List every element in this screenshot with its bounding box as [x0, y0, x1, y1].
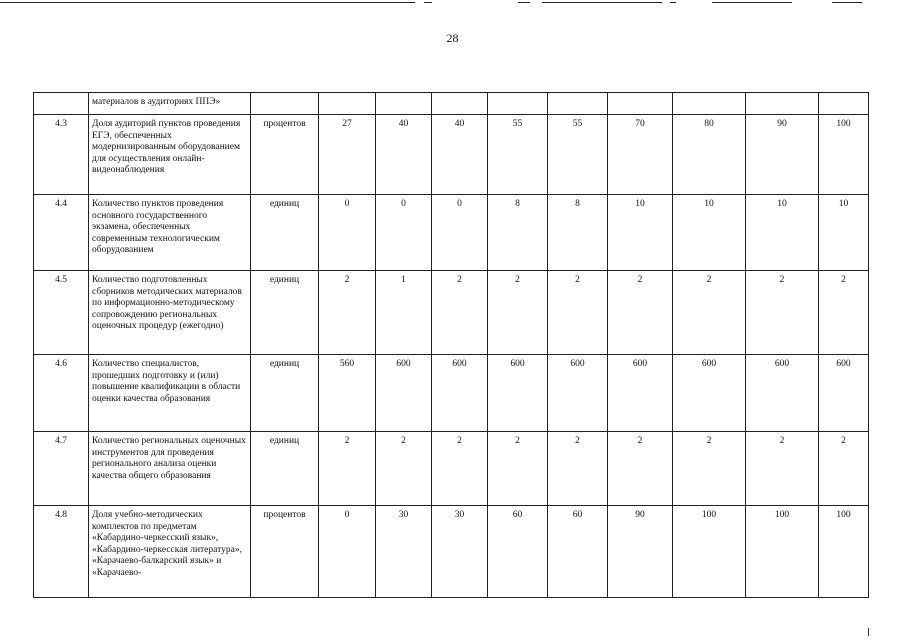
value-cell: 600 [548, 355, 608, 432]
value-cell [608, 93, 673, 115]
value-cell: 100 [819, 506, 869, 598]
unit-cell: единиц [251, 271, 319, 355]
value-cell: 600 [432, 355, 488, 432]
indicator-name: Количество региональных оценочных инструментов для проведения регионального анализа оценки качества общего образования [89, 432, 251, 506]
table-row [34, 271, 869, 355]
scan-artifact-line [542, 2, 662, 3]
value-cell: 560 [319, 355, 376, 432]
value-cell: 40 [376, 115, 432, 195]
value-cell: 2 [376, 432, 432, 506]
value-cell: 0 [319, 195, 376, 271]
value-cell: 2 [548, 432, 608, 506]
value-cell: 2 [746, 271, 819, 355]
table-row [34, 506, 869, 598]
scan-artifact-line [712, 2, 792, 3]
value-cell: 600 [819, 355, 869, 432]
value-cell: 60 [488, 506, 548, 598]
value-cell [432, 93, 488, 115]
value-cell: 0 [376, 195, 432, 271]
value-cell: 2 [319, 432, 376, 506]
value-cell: 30 [432, 506, 488, 598]
unit-cell: процентов [251, 115, 319, 195]
value-cell: 10 [819, 195, 869, 271]
value-cell: 55 [488, 115, 548, 195]
value-cell: 2 [488, 271, 548, 355]
value-cell: 2 [432, 432, 488, 506]
unit-cell: единиц [251, 195, 319, 271]
indicator-name: Количество специалистов, прошедших подготовку и (или) повышение квалификации в области оценки качества образования [89, 355, 251, 432]
value-cell: 2 [432, 271, 488, 355]
value-cell: 10 [746, 195, 819, 271]
indicator-name: Количество подготовленных сборников методических материалов по информационно-методическому сопровождению региональных оценочных процедур (ежегодно) [89, 271, 251, 355]
indicator-name: Количество пунктов проведения основного государственного экзамена, обеспеченных современным технологическим оборудованием [89, 195, 251, 271]
value-cell [673, 93, 746, 115]
value-cell: 30 [376, 506, 432, 598]
value-cell: 2 [488, 432, 548, 506]
value-cell: 60 [548, 506, 608, 598]
value-cell: 2 [319, 271, 376, 355]
table-row [34, 432, 869, 506]
value-cell: 70 [608, 115, 673, 195]
value-cell: 8 [548, 195, 608, 271]
value-cell: 40 [432, 115, 488, 195]
value-cell: 2 [819, 432, 869, 506]
value-cell: 90 [608, 506, 673, 598]
table-row [34, 93, 869, 115]
row-number: 4.6 [34, 355, 89, 432]
value-cell: 0 [319, 506, 376, 598]
row-number: 4.7 [34, 432, 89, 506]
value-cell: 600 [746, 355, 819, 432]
scan-artifact-line [424, 2, 432, 3]
unit-cell [251, 93, 319, 115]
value-cell: 2 [548, 271, 608, 355]
value-cell: 90 [746, 115, 819, 195]
row-number: 4.3 [34, 115, 89, 195]
value-cell: 2 [673, 271, 746, 355]
value-cell: 2 [673, 432, 746, 506]
table-row [34, 195, 869, 271]
unit-cell: единиц [251, 432, 319, 506]
value-cell: 10 [608, 195, 673, 271]
scan-artifact-mark [868, 628, 869, 636]
indicator-name: Доля учебно-методических комплектов по предметам «Кабардино-черкесский язык», «Кабардино-черкесская литература», «Карачаево-балкарский язык» и «Карачаево- [89, 506, 251, 598]
page-number: 28 [446, 31, 459, 45]
indicators-table [33, 92, 869, 598]
scan-artifact-line [0, 2, 415, 3]
value-cell: 1 [376, 271, 432, 355]
row-number [34, 93, 89, 115]
value-cell: 2 [819, 271, 869, 355]
value-cell [819, 93, 869, 115]
table-row [34, 115, 869, 195]
row-number: 4.8 [34, 506, 89, 598]
value-cell [319, 93, 376, 115]
value-cell: 2 [608, 271, 673, 355]
scan-artifact-line [518, 2, 530, 3]
indicator-name: материалов в аудиториях ППЭ» [89, 93, 251, 115]
value-cell: 55 [548, 115, 608, 195]
scan-artifact-line [670, 2, 676, 3]
value-cell [548, 93, 608, 115]
value-cell: 100 [819, 115, 869, 195]
unit-cell: процентов [251, 506, 319, 598]
value-cell: 600 [376, 355, 432, 432]
value-cell: 0 [432, 195, 488, 271]
value-cell: 2 [746, 432, 819, 506]
scan-artifact-line [832, 2, 862, 3]
value-cell: 600 [608, 355, 673, 432]
table-row [34, 355, 869, 432]
unit-cell: единиц [251, 355, 319, 432]
value-cell: 600 [673, 355, 746, 432]
value-cell: 100 [673, 506, 746, 598]
row-number: 4.5 [34, 271, 89, 355]
value-cell: 27 [319, 115, 376, 195]
value-cell: 2 [608, 432, 673, 506]
value-cell [488, 93, 548, 115]
value-cell: 10 [673, 195, 746, 271]
row-number: 4.4 [34, 195, 89, 271]
value-cell: 80 [673, 115, 746, 195]
value-cell: 600 [488, 355, 548, 432]
value-cell: 8 [488, 195, 548, 271]
value-cell: 100 [746, 506, 819, 598]
indicator-name: Доля аудиторий пунктов проведения ЕГЭ, обеспеченных модернизированным оборудованием для осуществления онлайн-видеонаблюдения [89, 115, 251, 195]
value-cell [376, 93, 432, 115]
value-cell [746, 93, 819, 115]
